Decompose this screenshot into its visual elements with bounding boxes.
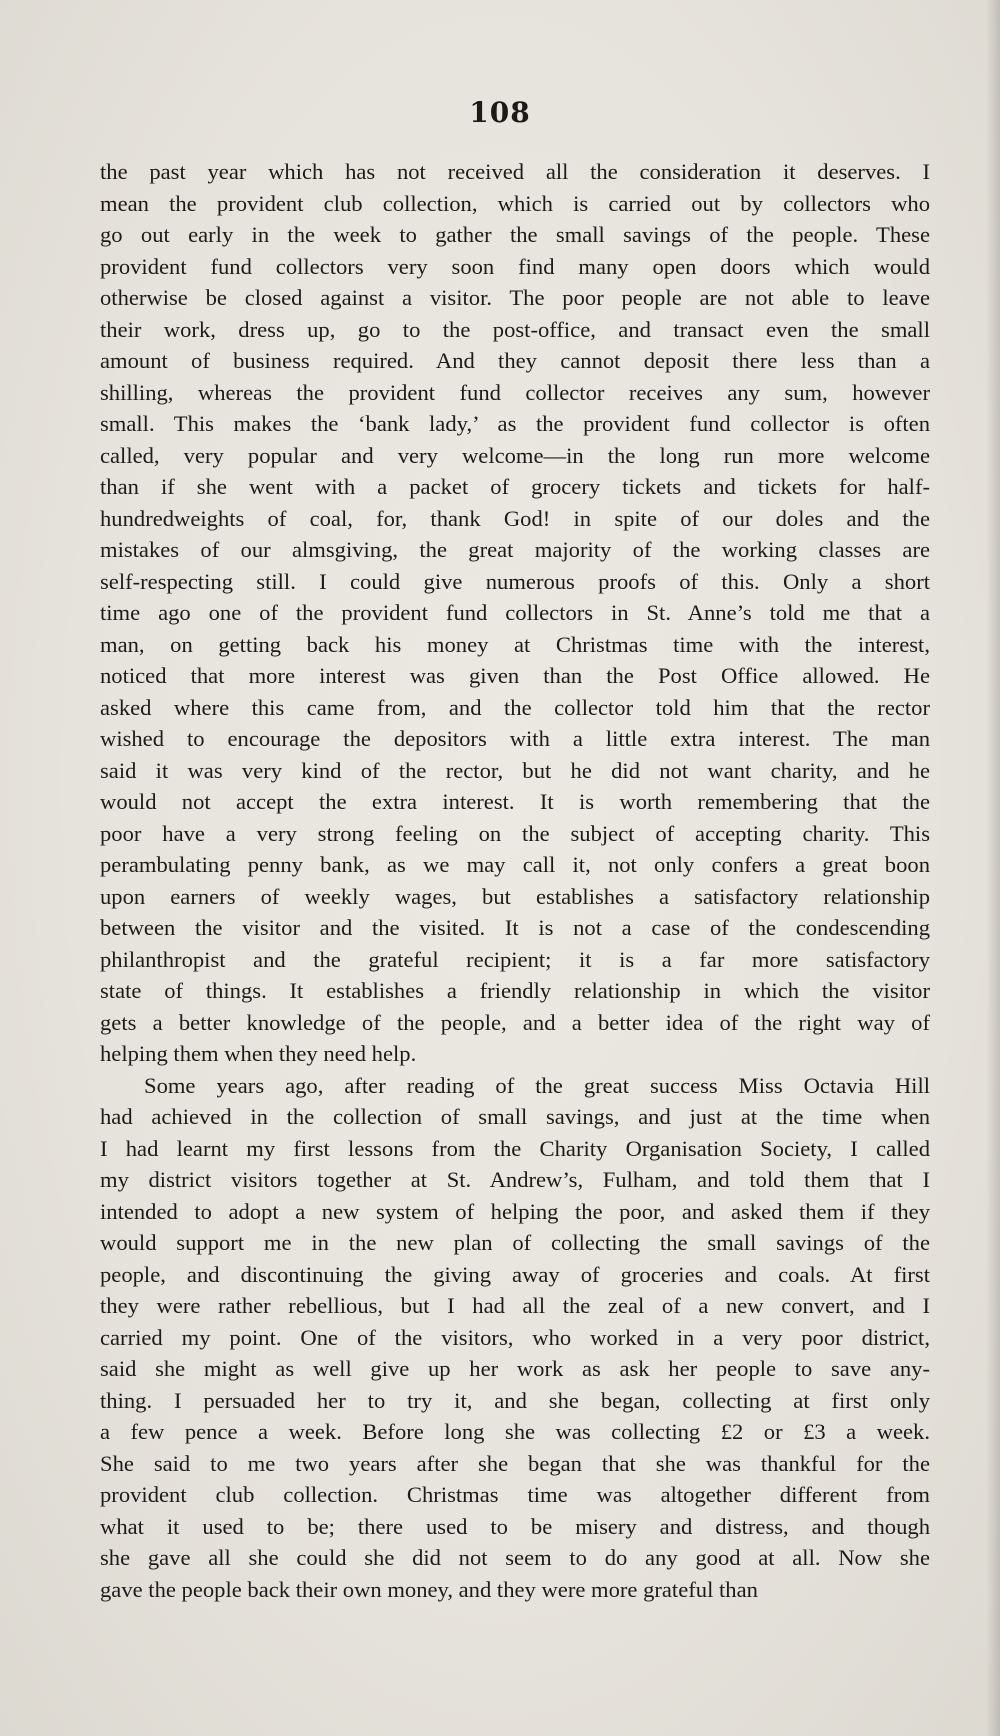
- text-line: gets a better knowledge of the people, and a better idea of the right way of: [100, 1009, 930, 1035]
- text-line: hundredweights of coal, for, thank God! in spite of our doles and the: [100, 505, 930, 531]
- page-edge-shadow: [986, 0, 1000, 1736]
- text-line: She said to me two years after she began that she was thankful for the: [100, 1450, 930, 1476]
- text-line: my district visitors together at St. Andrew’s, Fulham, and told them that I: [100, 1167, 930, 1192]
- text-line: than if she went with a packet of grocery tickets and tickets for half-: [100, 474, 930, 499]
- text-line: mean the provident club collection, which is carried out by collectors who: [100, 190, 930, 216]
- text-line: the past year which has not received all the consideration it deserves. I: [100, 159, 930, 184]
- text-line: helping them when they need help.: [100, 1041, 417, 1066]
- page-number: 108: [469, 96, 531, 129]
- text-line: Some years ago, after reading of the great success Miss Octavia Hill: [144, 1072, 930, 1098]
- text-line: mistakes of our almsgiving, the great majority of the working classes are: [100, 537, 930, 562]
- body-text: [100, 156, 930, 1605]
- text-line: would not accept the extra interest. It is worth remembering that the: [100, 789, 930, 814]
- text-line: what it used to be; there used to be misery and distress, and though: [100, 1513, 930, 1539]
- text-line: go out early in the week to gather the small savings of the people. These: [100, 222, 930, 247]
- text-line: they were rather rebellious, but I had all the zeal of a new convert, and I: [100, 1293, 930, 1318]
- text-line: wished to encourage the depositors with a little extra interest. The man: [100, 726, 930, 751]
- text-line: amount of business required. And they cannot deposit there less than a: [100, 348, 930, 373]
- text-line: had achieved in the collection of small savings, and just at the time when: [100, 1104, 930, 1129]
- text-line: shilling, whereas the provident fund collector receives any sum, however: [100, 379, 930, 405]
- text-line: philanthropist and the grateful recipient; it is a far more satisfactory: [100, 946, 930, 972]
- text-line: provident fund collectors very soon find many open doors which would: [100, 253, 930, 279]
- text-line: perambulating penny bank, as we may call it, not only confers a great boon: [100, 852, 930, 877]
- text-line: their work, dress up, go to the post-office, and transact even the small: [100, 316, 930, 342]
- text-line: gave the people back their own money, and they were more grateful than: [100, 1576, 758, 1602]
- paragraph: [100, 1070, 930, 1606]
- text-line: thing. I persuaded her to try it, and she began, collecting at first only: [100, 1387, 930, 1413]
- text-line: would support me in the new plan of collecting the small savings of the: [100, 1230, 930, 1255]
- text-line: intended to adopt a new system of helping the poor, and asked them if they: [100, 1198, 930, 1224]
- text-line: poor have a very strong feeling on the subject of accepting charity. This: [100, 820, 930, 846]
- text-line: small. This makes the ‘bank lady,’ as the provident fund collector is often: [100, 411, 930, 436]
- text-line: man, on getting back his money at Christmas time with the interest,: [100, 631, 930, 657]
- paragraph: [100, 156, 930, 1070]
- text-line: state of things. It establishes a friendly relationship in which the visitor: [100, 978, 930, 1003]
- text-line: time ago one of the provident fund collectors in St. Anne’s told me that a: [100, 600, 930, 625]
- text-line: asked where this came from, and the collector told him that the rector: [100, 694, 930, 720]
- text-line: said she might as well give up her work as ask her people to save any-: [100, 1356, 930, 1381]
- text-line: a few pence a week. Before long she was collecting £2 or £3 a week.: [100, 1419, 930, 1444]
- text-line: provident club collection. Christmas time was altogether different from: [100, 1482, 930, 1507]
- text-line: carried my point. One of the visitors, who worked in a very poor district,: [100, 1324, 930, 1350]
- text-line: called, very popular and very welcome—in the long run more welcome: [100, 442, 930, 468]
- text-line: otherwise be closed against a visitor. The poor people are not able to leave: [100, 285, 930, 310]
- text-line: I had learnt my first lessons from the Charity Organisation Society, I called: [100, 1135, 930, 1161]
- text-line: she gave all she could she did not seem to do any good at all. Now she: [100, 1545, 930, 1570]
- text-line: upon earners of weekly wages, but establishes a satisfactory relationship: [100, 883, 930, 909]
- text-line: noticed that more interest was given than the Post Office allowed. He: [100, 663, 930, 688]
- text-line: self-respecting still. I could give numerous proofs of this. Only a short: [100, 568, 930, 594]
- text-line: said it was very kind of the rector, but he did not want charity, and he: [100, 757, 930, 783]
- text-line: between the visitor and the visited. It is not a case of the condescending: [100, 915, 930, 940]
- text-line: people, and discontinuing the giving away of groceries and coals. At first: [100, 1261, 930, 1287]
